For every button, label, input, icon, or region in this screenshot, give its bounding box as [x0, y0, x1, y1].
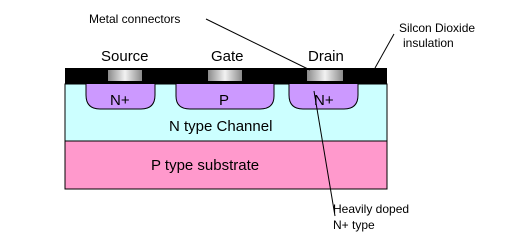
- substrate-label: P type substrate: [151, 157, 260, 174]
- silicon-dioxide-label-line1: Silcon Dioxide: [399, 21, 476, 35]
- gate-label: Gate: [211, 48, 244, 65]
- channel-label: N type Channel: [169, 118, 273, 135]
- silicon-dioxide-leader-line: [375, 34, 394, 68]
- heavily-doped-label-line1: Heavily doped: [333, 202, 410, 216]
- metal-connectors-label: Metal connectors: [89, 12, 181, 26]
- heavily-doped-label-line2: N+ type: [333, 218, 375, 232]
- source-label: Source: [101, 48, 149, 65]
- source-metal-connector: [108, 70, 142, 81]
- drain-label: Drain: [308, 48, 344, 65]
- gate-metal-connector: [208, 70, 242, 81]
- drain-doping-label: N+: [314, 92, 334, 109]
- silicon-dioxide-label-line2: insulation: [403, 36, 454, 50]
- gate-doping-label: P: [219, 92, 230, 109]
- source-doping-label: N+: [110, 92, 130, 109]
- drain-metal-connector: [307, 70, 343, 81]
